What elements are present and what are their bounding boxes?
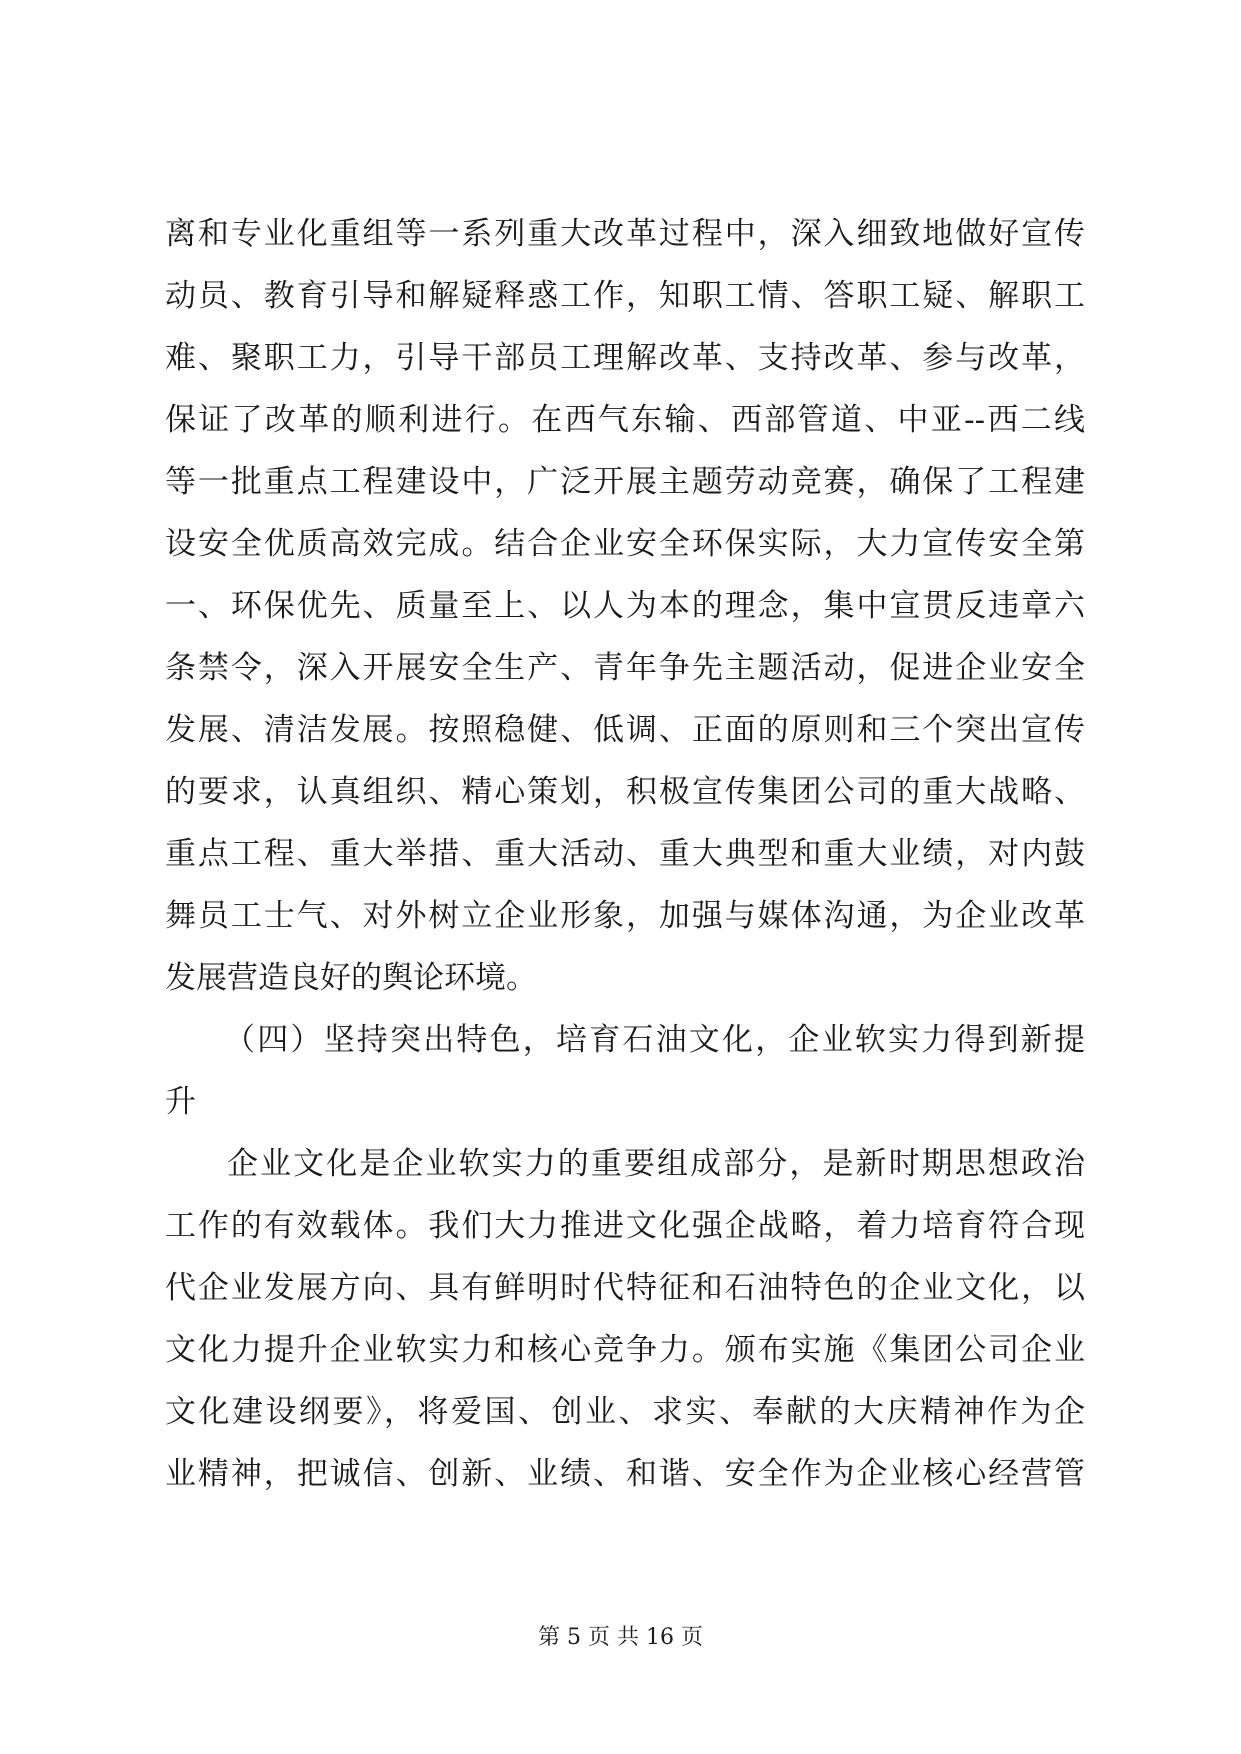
body-text-line: 文化建设纲要》，将爱国、创业、求实、奉献的大庆精神作为企 [165,1394,1085,1430]
body-text-line: 发展营造良好的舆论环境。 [165,960,537,996]
body-text-line: 条禁令，深入开展安全生产、青年争先主题活动，促进企业安全 [165,650,1085,686]
page-number-footer: 第 5 页 共 16 页 [538,1625,703,1650]
body-text-line: 设安全优质高效完成。结合企业安全环保实际，大力宣传安全第 [165,526,1085,562]
body-text-line: 重点工程、重大举措、重大活动、重大典型和重大业绩，对内鼓 [165,836,1085,872]
body-text-line: 舞员工士气、对外树立企业形象，加强与媒体沟通，为企业改革 [165,898,1085,934]
body-text-line: 业精神，把诚信、创新、业绩、和谐、安全作为企业核心经营管 [165,1456,1085,1492]
body-text-line: 动员、教育引导和解疑释惑工作，知职工情、答职工疑、解职工 [165,278,1085,314]
body-text-line: 企业文化是企业软实力的重要组成部分，是新时期思想政治 [227,1146,1085,1182]
section-heading: （四）坚持突出特色，培育石油文化，企业软实力得到新提 [224,1022,1085,1058]
body-text-line: 工作的有效载体。我们大力推进文化强企战略，着力培育符合现 [165,1208,1085,1244]
section-heading-continuation: 升 [165,1084,196,1120]
body-text-line: 等一批重点工程建设中，广泛开展主题劳动竞赛，确保了工程建 [165,464,1085,500]
body-text-line: 保证了改革的顺利进行。在西气东输、西部管道、中亚--西二线 [165,402,1085,438]
body-text-line: 代企业发展方向、具有鲜明时代特征和石油特色的企业文化，以 [165,1270,1085,1306]
body-text-line: 离和专业化重组等一系列重大改革过程中，深入细致地做好宣传 [165,216,1085,252]
body-text-line: 难、聚职工力，引导干部员工理解改革、支持改革、参与改革， [165,340,1085,376]
body-text-line: 发展、清洁发展。按照稳健、低调、正面的原则和三个突出宣传 [165,712,1085,748]
body-text-line: 一、环保优先、质量至上、以人为本的理念，集中宣贯反违章六 [165,588,1085,624]
body-text-line: 文化力提升企业软实力和核心竞争力。颁布实施《集团公司企业 [165,1332,1085,1368]
body-text-line: 的要求，认真组织、精心策划，积极宣传集团公司的重大战略、 [165,774,1085,810]
